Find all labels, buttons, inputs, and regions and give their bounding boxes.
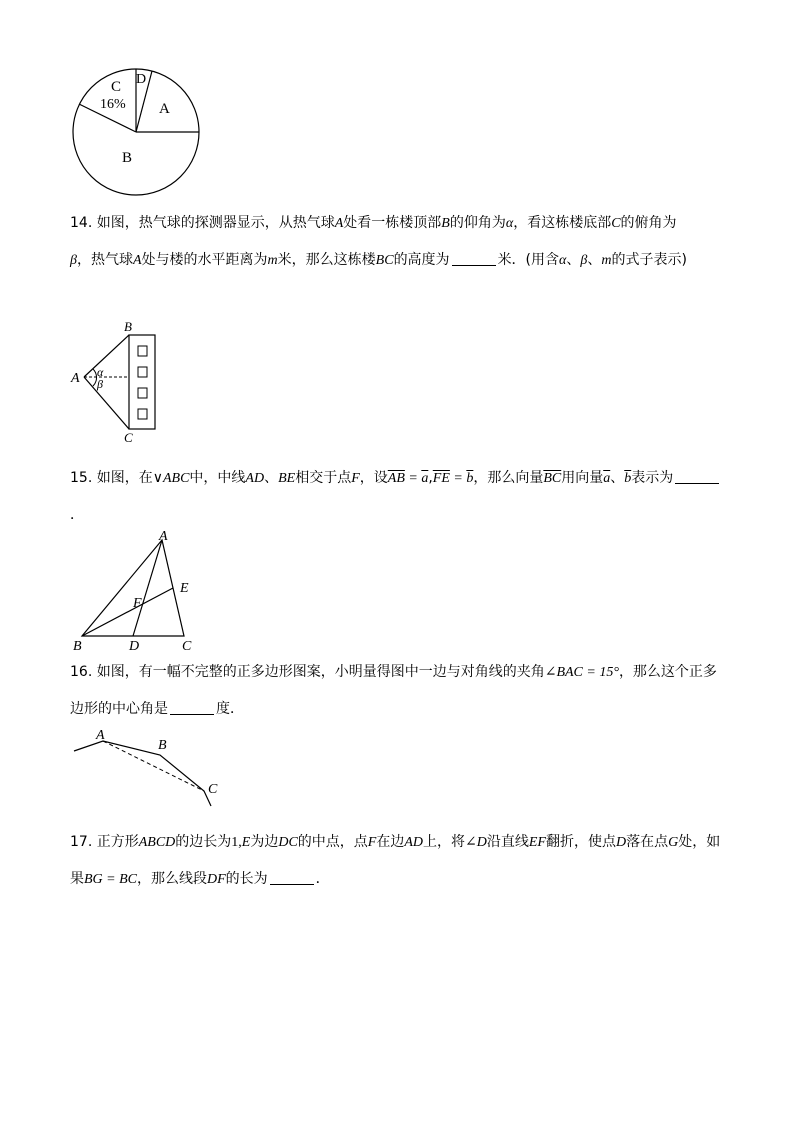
q15-vector: $\overline{AB}$: [387, 471, 405, 486]
q17-text: 的中点，点: [297, 834, 368, 850]
q14-text: 的仰角为: [449, 215, 506, 231]
q17-var: ∠D: [465, 835, 487, 850]
pie-label-d: D: [136, 72, 147, 87]
q14-text: ，热气球: [76, 252, 133, 268]
answer-blank[interactable]: [452, 251, 496, 266]
q17-var: BG = BC: [84, 872, 137, 887]
q15-text: ，那么向量: [473, 470, 544, 486]
q17-value: 1,: [231, 835, 242, 850]
q14-var: β: [70, 253, 77, 268]
q17-text: 处，如果: [70, 834, 721, 887]
q17-text: 落在点: [626, 834, 669, 850]
q15-number: 15.: [70, 470, 93, 486]
q17-text: ．: [315, 871, 330, 887]
median-be: [82, 588, 173, 636]
answer-blank[interactable]: [675, 469, 719, 484]
pie-label-b: B: [122, 150, 133, 166]
q14-text: 、: [587, 252, 602, 268]
q17-var: G: [668, 835, 679, 850]
q14-var: A: [132, 253, 142, 268]
q15-text: 、: [264, 470, 279, 486]
figure-16-polygon: [66, 722, 236, 812]
q17-var: ABCD: [138, 835, 176, 850]
q17-text: 沿直线: [486, 834, 529, 850]
label-c: C: [182, 639, 192, 654]
q17-var: EF: [528, 835, 546, 850]
q14-text: 、: [566, 252, 581, 268]
q15-vector: $\overline{a}$: [421, 471, 429, 486]
q14-var: α: [505, 216, 514, 231]
pie-chart-figure: [66, 66, 216, 200]
label-e: E: [180, 581, 189, 596]
q14-text: 米，那么这栋楼: [277, 252, 376, 268]
q14-var: α: [559, 253, 567, 268]
q14-text: 处看一栋楼顶部: [343, 215, 442, 231]
q17-var: F: [367, 835, 377, 850]
q17-var: DC: [278, 835, 298, 850]
label-a: A: [159, 529, 168, 544]
q16-text: ，那么这个正多边形的中心角是: [70, 664, 717, 717]
q15-vector: $\overline{b}$: [624, 471, 632, 486]
figure-14-balloon-building: [66, 318, 176, 446]
q16-number: 16.: [70, 664, 93, 680]
polygon-edges: [74, 741, 211, 806]
building: [129, 335, 155, 429]
q14-text: ，看这栋楼底部: [513, 215, 612, 231]
question-17: [70, 824, 730, 898]
q15-text: 如图，在: [96, 470, 153, 486]
window: [138, 367, 147, 377]
label-c: C: [124, 430, 133, 445]
q15-text: 中，中线: [189, 470, 246, 486]
q14-text: 的高度为: [393, 252, 450, 268]
window: [138, 388, 147, 398]
median-ad: [133, 540, 162, 636]
q16-angle: ∠BAC = 15°: [544, 665, 619, 680]
q14-var: C: [611, 216, 621, 231]
q17-text: 翻折，使点: [545, 834, 616, 850]
q15-vector: $\overline{a}$: [603, 471, 611, 486]
q14-text: 的俯角为: [620, 215, 677, 231]
figure-15-triangle-medians: [66, 528, 206, 654]
q17-text: 为边: [250, 834, 279, 850]
label-b: B: [124, 319, 132, 334]
q17-var: D: [615, 835, 627, 850]
q17-var: AD: [404, 835, 424, 850]
q14-var: β: [580, 253, 588, 268]
label-d: D: [129, 639, 140, 654]
diagonal-ac: [103, 741, 204, 791]
q15-vector: $\overline{BC}$: [543, 471, 562, 486]
window: [138, 409, 147, 419]
q15-text: ．: [70, 507, 84, 523]
q15-vector: $\overline{FE}$: [432, 471, 450, 486]
q15-var: ∨ABC: [152, 471, 190, 486]
q16-text: 度．: [216, 701, 244, 717]
answer-blank[interactable]: [270, 870, 314, 885]
line-ab: [84, 335, 129, 377]
q17-number: 17.: [70, 834, 93, 850]
q17-text: ，那么线段: [137, 871, 207, 887]
question-16: [70, 654, 730, 727]
q15-vector: $\overline{b}$: [466, 471, 474, 486]
q14-var: A: [334, 216, 344, 231]
label-beta: β: [97, 377, 103, 391]
q15-text: 相交于点: [295, 470, 352, 486]
q14-number: 14.: [70, 215, 93, 231]
q17-text: 在边: [376, 834, 405, 850]
label-a: A: [71, 371, 80, 386]
q17-text: 的边长为: [175, 834, 232, 850]
line-ac: [84, 377, 129, 429]
q17-text: 正方形: [96, 834, 139, 850]
q15-var: F: [351, 471, 360, 486]
q14-var: m: [601, 253, 612, 268]
triangle-abc: [82, 540, 184, 636]
q17-text: 的长为: [225, 871, 268, 887]
q14-var: m: [267, 253, 278, 268]
label-b: B: [158, 738, 167, 753]
q15-text: ，设: [359, 470, 388, 486]
pie-label-c-percent: 16%: [100, 97, 126, 112]
q14-text: 米．(用含: [497, 252, 560, 268]
label-alpha: α: [97, 365, 104, 379]
q15-text: 表示为: [631, 470, 674, 486]
question-15: [70, 460, 730, 533]
q14-text: 的式子表示): [611, 252, 687, 268]
q15-comma: ,: [428, 470, 433, 486]
label-c: C: [208, 782, 218, 797]
q16-text: 如图，有一幅不完整的正多边形图案，小明量得图中一边与对角线的夹角: [96, 664, 545, 680]
label-f: F: [133, 596, 142, 611]
label-a: A: [96, 728, 105, 743]
q14-var: BC: [375, 253, 394, 268]
q15-eq: =: [449, 471, 467, 486]
label-b: B: [73, 639, 82, 654]
q17-var: DF: [207, 872, 226, 887]
q14-text: 如图，热气球的探测器显示，从热气球: [96, 215, 335, 231]
question-14: [70, 205, 730, 279]
q17-text: 上，将: [423, 834, 466, 850]
pie-label-a: A: [159, 101, 170, 117]
window: [138, 346, 147, 356]
answer-blank[interactable]: [170, 700, 214, 715]
q15-eq: =: [404, 471, 422, 486]
q15-var: BE: [278, 471, 296, 486]
q14-var: B: [441, 216, 450, 231]
q15-text: 用向量: [561, 470, 604, 486]
q17-var: E: [241, 835, 251, 850]
q15-text: 、: [610, 470, 625, 486]
q14-text: 处与楼的水平距离为: [141, 252, 268, 268]
pie-label-c: C: [111, 79, 122, 95]
q15-var: AD: [245, 471, 265, 486]
